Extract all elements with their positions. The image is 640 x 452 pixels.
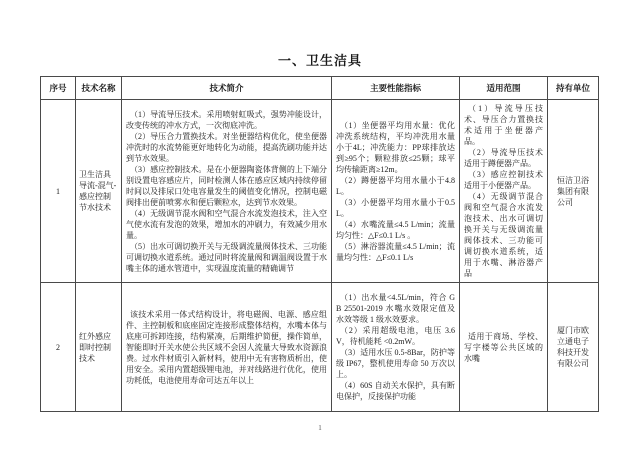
- intro-paragraph: （1）导流导压技术。采用喷射虹吸式，强势冲能设计，改变传统的冲水方式，一次彻底冲洗。: [126, 109, 327, 130]
- page-number: 1: [318, 424, 322, 432]
- indicator-paragraph: （2）采用超级电池，电压 3.6V，待机能耗 <0.2mW。: [336, 326, 455, 346]
- indicator-paragraph: （1）出水量<4.5L/min，符合 GB 25501-2019 水嘴水效限定值及水效等级 1 级水效要求。: [336, 293, 455, 324]
- intro-paragraph: （4）无级调节混水阀和空气混合水流发泡技术，注入空气使水流有发泡的效果，增加水的冲刷力，有效减少用水量。: [126, 208, 327, 240]
- indicator-paragraph: （4）水嘴流量≤4.5 L/min；流量均匀性：△F≤0.1 L/s 。: [336, 219, 455, 240]
- row2-serial: 2: [41, 283, 76, 412]
- table-row: [41, 100, 599, 283]
- header-scope: 适用范围: [460, 77, 548, 100]
- header-holder: 持有单位: [548, 77, 599, 100]
- table-row: [41, 283, 599, 412]
- intro-paragraph: （3）感应控制技术。是在小便器陶瓷体背侧的上下端分别设置电容感应片，同时检测人体在感应区域内持续停留时间以及排尿口处电容量发生的阈值变化情况，控制电磁阀排出便前喷雾水和便后颗粒水，达到节水效果。: [126, 164, 327, 207]
- table-header-row: [41, 77, 599, 100]
- scope-paragraph: 适用于商场、学校、写字楼等公共区域的水嘴: [464, 331, 543, 363]
- row1-scope: [460, 100, 548, 283]
- indicator-paragraph: （1）坐便器平均用水量：优化冲洗系统结构，平均冲洗用水量小于4L；冲洗能力：PP球排放达到≥95个；颗粒排放≤25颗；球平均传输距离≥12m。: [336, 120, 455, 174]
- intro-paragraph: 该技术采用一体式结构设计，将电磁阀、电源、感应组件、主控制板和底座固定连接形成整体结构，水嘴本体与底座可拆卸连接，结构紧凑，后期维护简便，操作简单，智能即时开关水使公共区域不会因人流量大导致水资源浪费。过水件材质引入新材料，使用中无有害物质析出，使用安全。采用内置超级锂电池，并对线路进行优化，使用功耗低，电池使用寿命可达五年以上: [126, 309, 327, 385]
- scope-paragraph: （4）无级调节混合阀和空气混合水流发泡技术、出水可调切换开关与无级调流量阀体技术、三功能可调切换水道系统，适用于水嘴、淋浴器产品: [464, 192, 543, 278]
- row1-tech-name: 卫生洁具导流-混气-感应控制节水技术: [76, 100, 122, 283]
- page-title: 一、卫生洁具: [277, 53, 362, 68]
- row2-holder: 厦门市欧立通电子科技开发有限公司: [548, 283, 599, 412]
- row2-scope: [460, 283, 548, 412]
- indicator-paragraph: （2）蹲便器平均用水量小于4.8L。: [336, 175, 455, 196]
- header-tech-name: 技术名称: [76, 77, 122, 100]
- row2-indicators: [332, 283, 460, 412]
- indicator-paragraph: （4）60S 自动关水保护，具有断电保护，反接保护功能: [336, 381, 455, 401]
- row2-tech-name: 红外感应即时控制技术: [76, 283, 122, 412]
- indicator-paragraph: （5）淋浴器流量≤4.5 L/min；流量均匀性：△F≤0.1 L/s: [336, 241, 455, 262]
- row1-holder: 恒洁卫浴集团有限公司: [548, 100, 599, 283]
- indicator-paragraph: （3）小便器平均用水量小于0.5L。: [336, 197, 455, 218]
- intro-paragraph: （5）出水可调切换开关与无级调流量阀体技术、三功能可调切换水道系统。通过同时将流量阀和调温阀设置于水嘴主体的通水管道中，实现温度流量的精确调节: [126, 241, 327, 273]
- row1-tech-intro: [122, 100, 332, 283]
- indicator-paragraph: （3）适用水压 0.5-8Bar，防护等级 IP67，整机使用寿命 50 万次以上。: [336, 348, 455, 379]
- header-tech-intro: 技术简介: [122, 77, 332, 100]
- sanitary-ware-table: [40, 76, 599, 412]
- scope-paragraph: （3）感应控制技术适用于小便器产品。: [464, 170, 543, 190]
- header-serial: 序号: [41, 77, 76, 100]
- row1-serial: 1: [41, 100, 76, 283]
- scope-paragraph: （1）导流导压技术、导压合力置换技术适用于坐便器产品。: [464, 104, 543, 146]
- header-indicators: 主要性能指标: [332, 77, 460, 100]
- row1-indicators: [332, 100, 460, 283]
- scope-paragraph: （2）导流导压技术适用于蹲便器产品。: [464, 148, 543, 168]
- row2-tech-intro: [122, 283, 332, 412]
- intro-paragraph: （2）导压合力置换技术。对坐便器结构优化，使坐便器冲洗时的水流势能更好地转化为动能，提高洗刷功能并达到节水效果。: [126, 131, 327, 163]
